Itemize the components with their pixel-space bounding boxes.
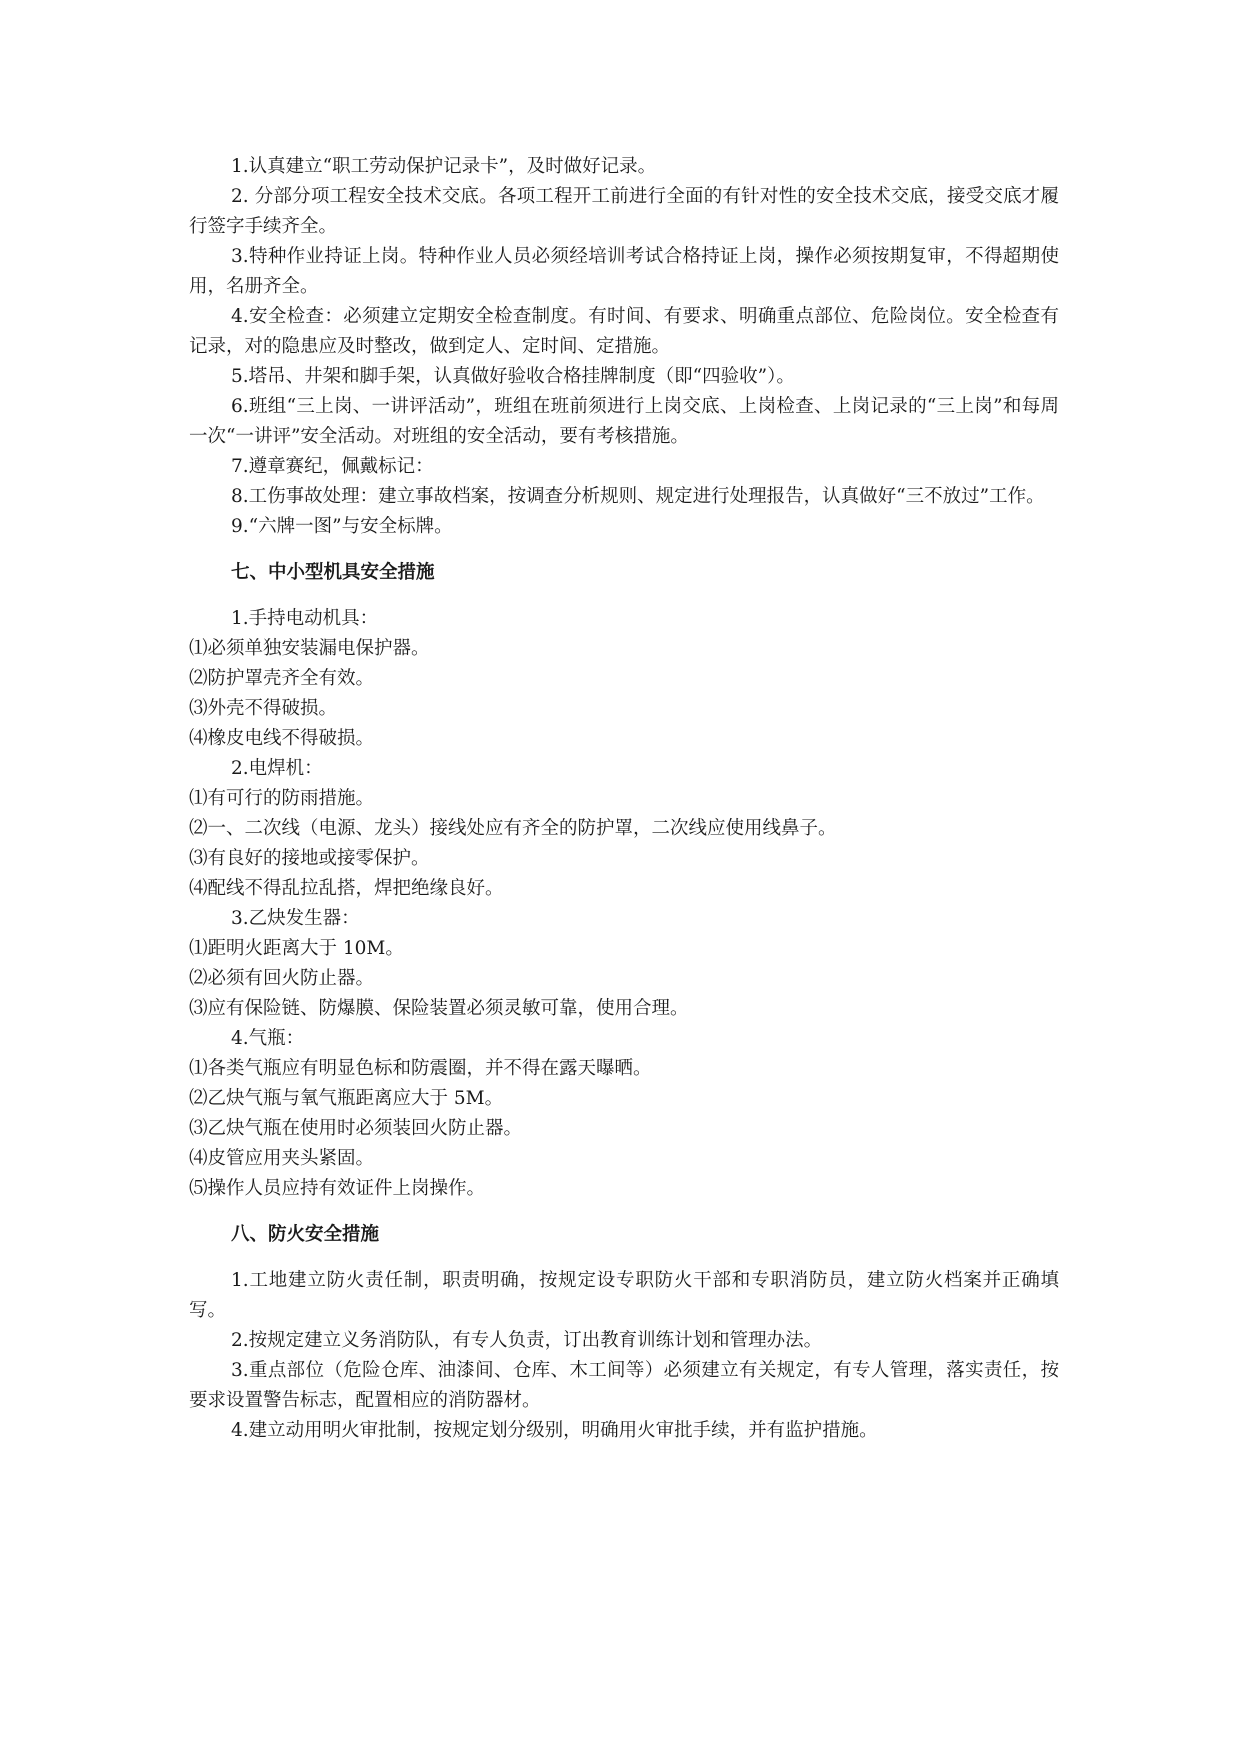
section7-line-16: ⑴各类气瓶应有明显色标和防震圈，并不得在露天曝晒。 [189, 1058, 652, 1079]
section6-item-7: 7.遵章赛纪，佩戴标记： [231, 456, 434, 477]
section6-item-4: 4.安全检查：必须建立定期安全检查制度。有时间、有要求、明确重点部位、危险岗位。安全检查有记录，对的隐患应及时整改，做到定人、定时间、定措施。 [189, 306, 1059, 357]
section7-line-13: ⑵必须有回火防止器。 [189, 968, 375, 989]
section6-item-2: 2. 分部分项工程安全技术交底。各项工程开工前进行全面的有针对性的安全技术交底，接受交底才履行签字手续齐全。 [189, 186, 1059, 237]
section8-item-4: 4.建立动用明火审批制，按规定划分级别，明确用火审批手续，并有监护措施。 [231, 1420, 878, 1441]
section7-line-17: ⑵乙炔气瓶与氧气瓶距离应大于 5M。 [189, 1088, 504, 1109]
section7-line-5: ⑷橡皮电线不得破损。 [189, 728, 375, 749]
section7-line-4: ⑶外壳不得破损。 [189, 698, 338, 719]
section7-line-3: ⑵防护罩壳齐全有效。 [189, 668, 375, 689]
section6-item-9: 9.“六牌一图”与安全标牌。 [231, 516, 453, 537]
section7-line-12: ⑴距明火距离大于 10M。 [189, 938, 404, 959]
section7-line-1: 1.手持电动机具： [231, 608, 379, 629]
section7-heading: 七、中小型机具安全措施 [231, 562, 435, 583]
section7-line-20: ⑸操作人员应持有效证件上岗操作。 [189, 1178, 486, 1199]
section6-item-6: 6.班组“三上岗、一讲评活动”，班组在班前须进行上岗交底、上岗检查、上岗记录的“三上岗”和每周一次“一讲评”安全活动。对班组的安全活动，要有考核措施。 [189, 396, 1059, 447]
section7-line-11: 3.乙炔发生器： [231, 908, 360, 929]
section8-item-1: 1.工地建立防火责任制，职责明确，按规定设专职防火干部和专职消防员，建立防火档案并正确填写。 [189, 1270, 1059, 1321]
section7-line-2: ⑴必须单独安装漏电保护器。 [189, 638, 430, 659]
section7-line-9: ⑶有良好的接地或接零保护。 [189, 848, 430, 869]
section8-item-2: 2.按规定建立义务消防队，有专人负责，订出教育训练计划和管理办法。 [231, 1330, 823, 1351]
section8-heading: 八、防火安全措施 [231, 1224, 380, 1245]
section7-line-15: 4.气瓶： [231, 1028, 305, 1049]
document-body [189, 152, 1059, 1446]
section7-line-6: 2.电焊机： [231, 758, 323, 779]
section6-item-5: 5.塔吊、井架和脚手架，认真做好验收合格挂牌制度（即“四验收”）。 [231, 366, 795, 387]
section7-line-14: ⑶应有保险链、防爆膜、保险装置必须灵敏可靠，使用合理。 [189, 998, 689, 1019]
section7-line-18: ⑶乙炔气瓶在使用时必须装回火防止器。 [189, 1118, 523, 1139]
section7-line-19: ⑷皮管应用夹头紧固。 [189, 1148, 375, 1169]
section7-line-7: ⑴有可行的防雨措施。 [189, 788, 375, 809]
section8-item-3: 3.重点部位（危险仓库、油漆间、仓库、木工间等）必须建立有关规定，有专人管理，落实责任，按要求设置警告标志，配置相应的消防器材。 [189, 1360, 1059, 1411]
section6-item-1: 1.认真建立“职工劳动保护记录卡”，及时做好记录。 [231, 156, 657, 177]
section7-line-10: ⑷配线不得乱拉乱搭，焊把绝缘良好。 [189, 878, 504, 899]
section6-item-8: 8.工伤事故处理：建立事故档案，按调查分析规则、规定进行处理报告，认真做好“三不放过”工作。 [231, 486, 1045, 507]
section7-line-8: ⑵一、二次线（电源、龙头）接线处应有齐全的防护罩，二次线应使用线鼻子。 [189, 818, 837, 839]
section6-item-3: 3.特种作业持证上岗。特种作业人员必须经培训考试合格持证上岗，操作必须按期复审，不得超期使用，名册齐全。 [189, 246, 1059, 297]
